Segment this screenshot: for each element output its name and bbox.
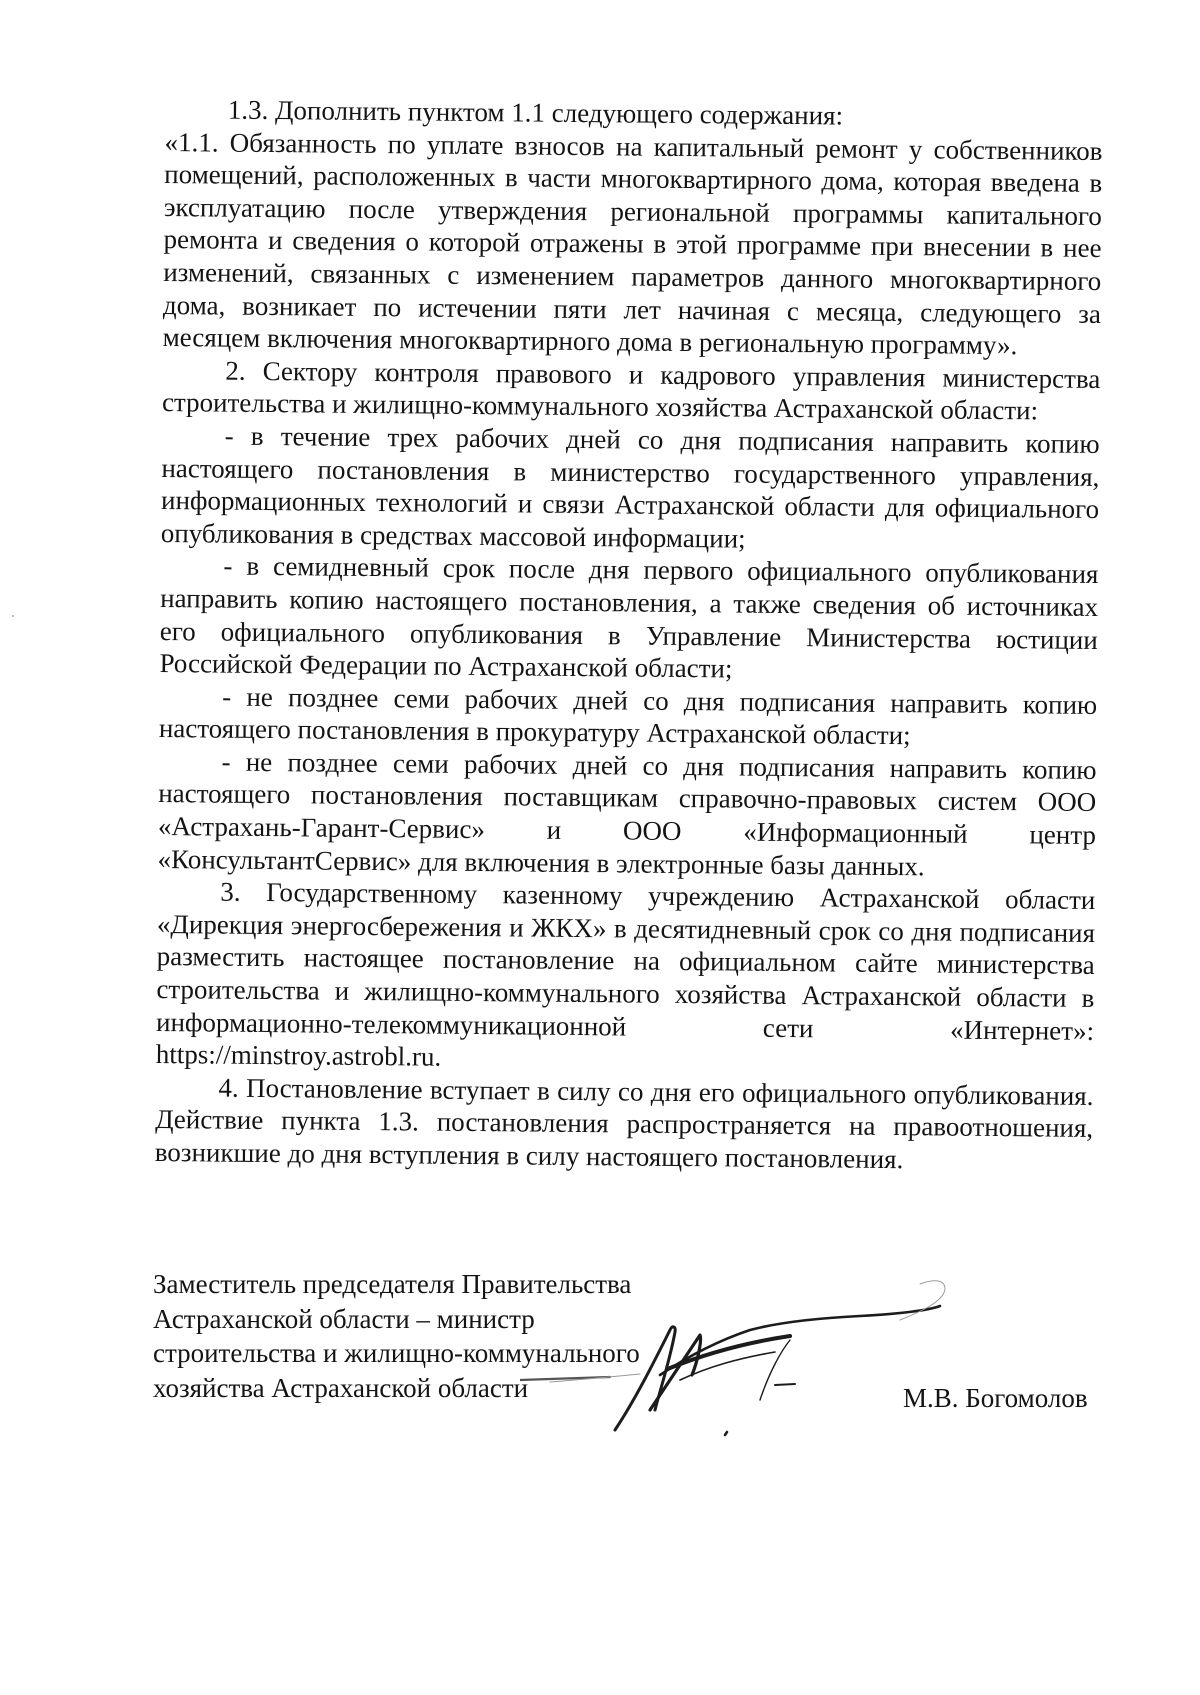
document-body (155, 93, 1103, 1178)
signatory-title-line: строительства и жилищно-коммунального (153, 1338, 640, 1368)
paragraph-2: 2. Сектору контроля правового и кадрового управления министерства строительства и жилищно-коммунального хозяйства Астраханской области: (161, 355, 1101, 426)
paragraph-2-item-4: - не позднее семи рабочих дней со дня подписания направить копию настоящего постановления поставщикам справочно-правовых систем ООО «Астрахань-Гарант-Сервис» и ООО «Информационный центр «КонсультантСервис» для включения в электронные базы данных. (157, 746, 1097, 881)
paragraph-4: 4. Постановление вступает в силу со дня его официального опубликования. Действие пункта 1.3. постановления распространяется на правоотношения, возникшие до дня вступления в силу настоящего постановления. (154, 1072, 1094, 1175)
handwritten-signature (520, 1280, 1020, 1440)
signatory-title-line: Астраханской области – министр (153, 1303, 535, 1334)
scan-speck (12, 615, 14, 617)
paragraph-2-item-1: - в течение трех рабочих дней со дня подписания направить копию настоящего постановления в министерство государственного управления, информационных технологий и связи Астраханской области для официального опубликования в средствах массовой информации; (160, 420, 1100, 554)
paragraph-2-item-2: - в семидневный срок после дня первого официального опубликования направить копию настоящего постановления, а также сведения об источниках его официального опубликования в Управление Министерства юстиции Российской Федерации по Астраханской области; (159, 550, 1099, 684)
paragraph-3: 3. Государственному казенному учреждению Астраханской области «Дирекция энергосбережения и ЖКХ» в десятидневный срок со дня подписания разместить настоящее постановление на официальном сайте министерства строительства и жилищно-коммунального хозяйства Астраханской области в информационно-телекоммуникационной сети «Интернет»: https://minstroy.astrobl.ru. (155, 876, 1096, 1072)
signatory-title-line: Заместитель председателя Правительства (153, 1269, 632, 1299)
paragraph-2-item-3: - не позднее семи рабочих дней со дня подписания направить копию настоящего постановления в прокуратуру Астраханской области; (158, 681, 1098, 751)
paragraph-1-1-quote: «1.1. Обязанность по уплате взносов на капитальный ремонт у собственников помещений, расположенных в части многоквартирного дома, которая введена в эксплуатацию после утверждения региональной программы капитального ремонта и сведения о которой отражены в этой программе при внесении в нее изменений, связанных с изменением параметров данного многоквартирного дома, возникает по истечении пяти лет начиная с месяца, следующего за месяцем включения многоквартирного дома в региональную программу». (162, 126, 1103, 361)
signatory-title-line: хозяйства Астраханской области (153, 1372, 529, 1403)
paragraph-1-3-intro: 1.3. Дополнить пунктом 1.1 следующего содержания: (227, 94, 844, 131)
signatory-name: М.В. Богомолов (903, 1383, 1088, 1413)
